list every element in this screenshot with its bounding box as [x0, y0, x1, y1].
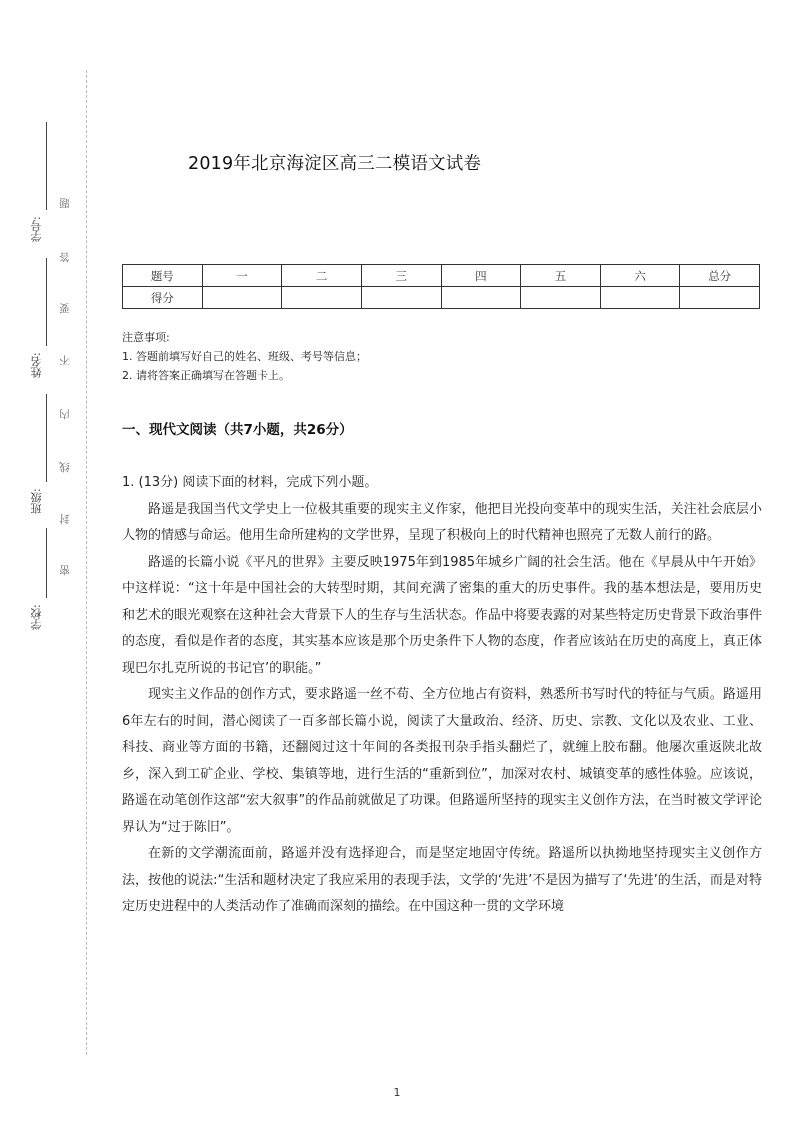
name-label: 姓名:: [30, 352, 43, 378]
paragraph: 路遥是我国当代文学史上一位极其重要的现实主义作家，他把目光投向变革中的现实生活，关注社会底层小人物的情感与命运。他用生命所建构的文学世界，呈现了积极向上的时代精神也照亮了无数人前行的路。: [122, 501, 762, 543]
seal-char: 题: [59, 198, 71, 209]
score-cell[interactable]: [202, 287, 282, 309]
header-cell: 二: [282, 265, 362, 287]
notice-item: 2. 请将答案正确填写在答题卡上。: [122, 369, 290, 382]
notice-block: [122, 328, 367, 385]
school-label: 学校:: [30, 604, 43, 630]
school-blank: [46, 528, 47, 598]
row-label-cell: 得分: [123, 287, 203, 309]
seal-char: 内: [59, 409, 71, 420]
paragraph: 现实主义作品的创作方式，要求路遥一丝不苟、全方位地占有资料，熟悉所书写时代的特征与气质。路遥用6年左右的时间，潜心阅读了一百多部长篇小说，阅读了大量政治、经济、历史、宗教、文化以及农业、工业、科技、商业等方面的书籍，还翻阅过这十年间的各类报刊杂手指头翻烂了，就缠上胶布翻。他屡次重返陕北故乡，深入到工矿企业、学校、集镇等地，进行生活的“重新到位”，加深对农村、城镇变革的感性体验。应该说，路遥在动笔创作这部“宏大叙事”的作品前就做足了功课。但路遥所坚持的现实主义创作方法，在当时被文学评论界认为“过于陈旧”。: [122, 687, 762, 835]
header-cell: 三: [361, 265, 441, 287]
seal-char: 密: [59, 565, 71, 576]
passage: [122, 470, 762, 921]
paragraph: 在新的文学潮流面前，路遥并没有选择迎合，而是坚定地固守传统。路遥所以执拗地坚持现实主义创作方法，按他的说法:“生活和题材决定了我应采用的表现手法，文学的‘先进’不是因为描写了‘先进’的生活，而是对特定历史进程中的人类活动作了准确而深刻的描绘。在中国这种一贯的文学环境: [122, 846, 762, 914]
seal-char: 不: [59, 355, 71, 366]
notice-item: 1. 答题前填写好自己的姓名、班级、考号等信息；: [122, 350, 367, 363]
header-cell: 五: [521, 265, 601, 287]
score-cell[interactable]: [361, 287, 441, 309]
name-blank: [46, 258, 47, 346]
score-cell[interactable]: [282, 287, 362, 309]
score-cell[interactable]: [441, 287, 521, 309]
score-cell[interactable]: [521, 287, 601, 309]
class-blank: [46, 394, 47, 482]
seal-char: 线: [59, 462, 71, 473]
score-table: [122, 264, 760, 309]
page-title: 2019年北京海淀区高三二模语文试卷: [188, 154, 482, 174]
notice-heading: 注意事项:: [122, 331, 170, 344]
class-label: 班级:: [30, 488, 43, 514]
binding-margin-line: [86, 70, 87, 1055]
header-cell: 总分: [680, 265, 760, 287]
score-table-header-row: [123, 265, 760, 287]
header-cell: 一: [202, 265, 282, 287]
student-no-blank: [46, 122, 47, 210]
header-cell: 六: [600, 265, 680, 287]
seal-char: 要: [59, 303, 71, 314]
score-cell[interactable]: [680, 287, 760, 309]
student-no-label: 学号:: [30, 216, 43, 242]
section-title: 一、现代文阅读（共7小题，共26分）: [122, 422, 353, 438]
seal-char: 封: [59, 514, 71, 525]
question-line: 1. (13分) 阅读下面的材料，完成下列小题。: [122, 475, 378, 490]
seal-char: 答: [59, 252, 71, 263]
score-cell[interactable]: [600, 287, 680, 309]
score-table-score-row: [123, 287, 760, 309]
paragraph: 路遥的长篇小说《平凡的世界》主要反映1975年到1985年城乡广阔的社会生活。他在《早晨从中午开始》中这样说：“这十年是中国社会的大转型时期，其间充满了密集的重大的历史事件。我的基本想法是，要用历史和艺术的眼光观察在这种社会大背景下人的生存与生活状态。作品中将要表露的对某些特定历史背景下政治事件的态度，看似是作者的态度，其实基本应该是那个历史条件下人物的态度，作者应该站在历史的高度上，真正体现巴尔扎克所说的书记官’的职能。”: [122, 554, 762, 676]
header-cell: 题号: [123, 265, 203, 287]
page-number: 1: [393, 1086, 401, 1099]
header-cell: 四: [441, 265, 521, 287]
